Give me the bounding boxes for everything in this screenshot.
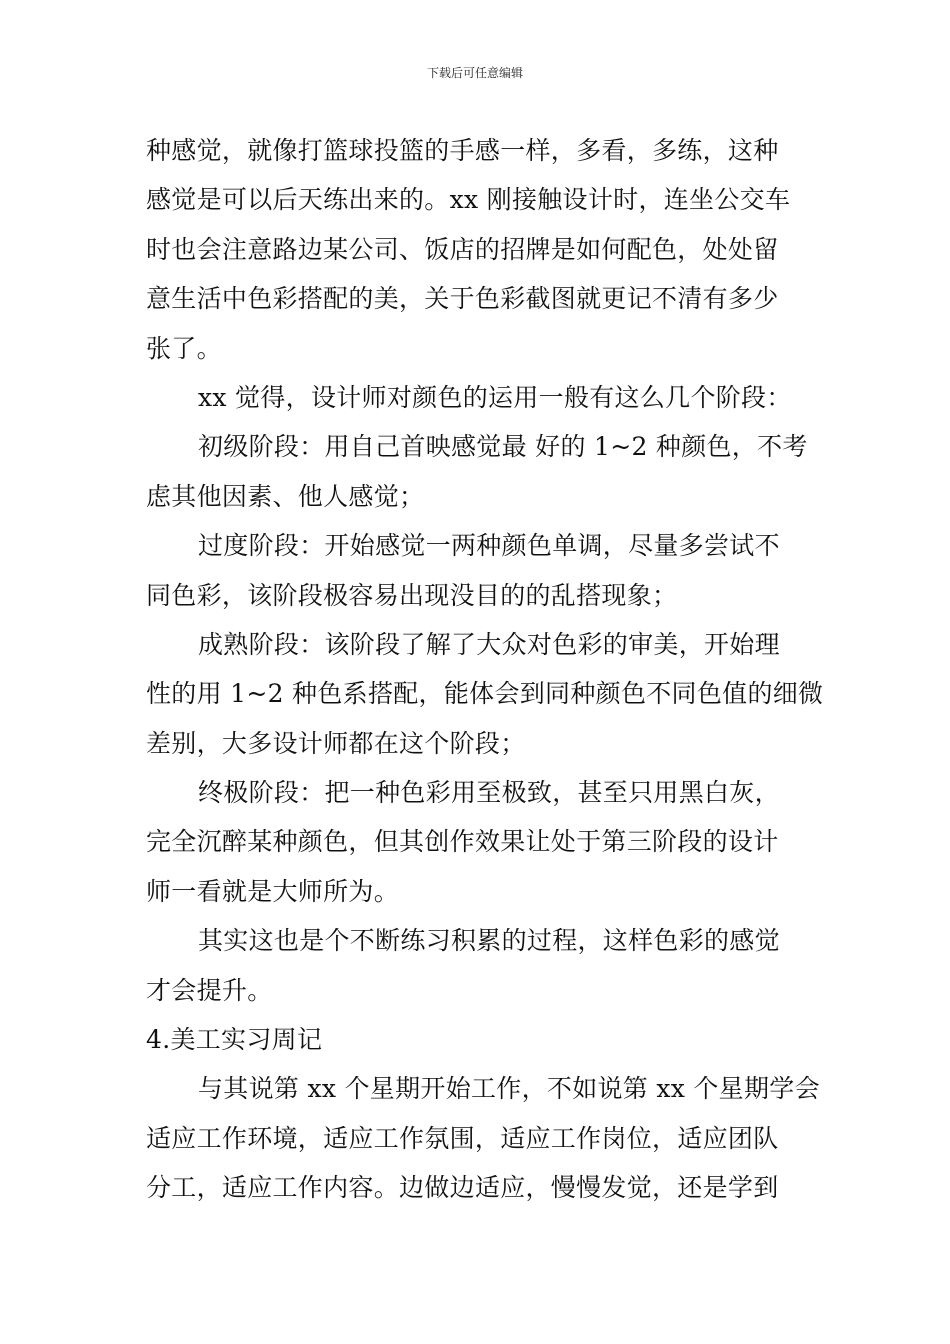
text-line: 差别，大多设计师都在这个阶段； [146,728,526,758]
text-line: 终极阶段：把一种色彩用至极致，甚至只用黑白灰， [198,778,780,808]
text-line: 意生活中色彩搭配的美，关于色彩截图就更记不清有多少 [146,284,779,314]
text-line: 完全沉醉某种颜色，但其创作效果让处于第三阶段的设计 [146,827,779,857]
text-line: 初级阶段：用自己首映感觉最 好的 1~2 种颜色，不考 [198,432,808,462]
text-line: 同色彩，该阶段极容易出现没目的的乱搭现象； [146,580,678,610]
text-line: 才会提升。 [146,975,273,1005]
paragraph-stages-intro [146,373,812,422]
text-line: 分工，适应工作内容。边做边适应，慢慢发觉，还是学到 [146,1173,779,1203]
text-line: 与其说第 xx 个星期开始工作，不如说第 xx 个星期学会 [198,1074,820,1104]
paragraph-practice [146,916,812,1015]
text-line: 适应工作环境，适应工作氛围，适应工作岗位，适应团队 [146,1123,779,1153]
heading-text: 4.美工实习周记 [146,1025,323,1055]
paragraph-stage-beginner [146,422,812,521]
document-body [146,126,824,1213]
paragraph-color-feeling [146,126,812,373]
text-line: 虑其他因素、他人感觉； [146,481,425,511]
text-line: 成熟阶段：该阶段了解了大众对色彩的审美，开始理 [198,629,780,659]
paragraph-weekly-journal [146,1064,820,1212]
paragraph-stage-ultimate [146,768,812,916]
section-heading [146,1015,812,1064]
text-line: 种感觉，就像打篮球投篮的手感一样，多看，多练，这种 [146,136,779,165]
text-line: 性的用 1~2 种色系搭配，能体会到同种颜色不同色值的细微 [146,679,824,709]
text-line: 张了。 [146,333,222,363]
text-line: 其实这也是个不断练习积累的过程，这样色彩的感觉 [198,926,780,956]
paragraph-stage-transition [146,521,812,620]
page-header: 下载后可任意编辑 [426,66,523,80]
text-line: 师一看就是大师所为。 [146,876,400,906]
paragraph-stage-mature [146,620,824,768]
text-line: 时也会注意路边某公司、饭店的招牌是如何配色，处处留 [146,234,779,264]
text-line: 感觉是可以后天练出来的。xx 刚接触设计时，连坐公交车 [146,185,791,215]
text-line: 过度阶段：开始感觉一两种颜色单调，尽量多尝试不 [198,531,780,561]
text-line: xx 觉得，设计师对颜色的运用一般有这么几个阶段： [198,382,792,412]
